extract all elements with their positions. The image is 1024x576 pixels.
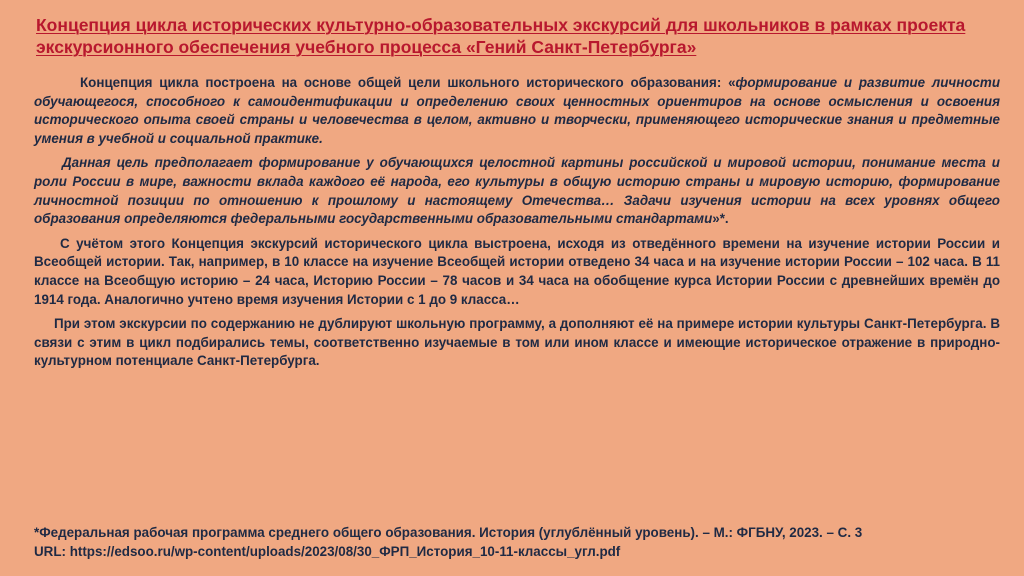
paragraph-goal-details (34, 154, 1000, 228)
paragraph-goal-quote: формирование и развитие личности обучающегося, способного к самоидентификации и определению своих ценностных ориентиров на основе осмысления и освоения исторического опыта своей страны и человечества в целом, активно и творчески, применяющего исторические знания и предметные умения в учебной и социальной практике. (34, 75, 1001, 146)
slide-title: Концепция цикла исторических культурно-образовательных экскурсий для школьников в рамках проекта экскурсионного обеспечения учебного процесса «Гений Санкт-Петербурга» (36, 15, 966, 57)
paragraph-topics: При этом экскурсии по содержанию не дублируют школьную программу, а дополняют её на примере истории культуры Санкт-Петербурга. В связи с этим в цикл подбирались темы, соответственно изучаемые в том или ином классе и имеющие историческое отражение в природно-культурном потенциале Санкт-Петербурга. (34, 316, 1000, 369)
slide-body (34, 74, 1000, 377)
paragraph-goal-details-quote: Данная цель предполагает формирование у обучающихся целостной картины российской и мировой истории, понимание места и роли России в мире, важности вклада каждого её народа, его культуры в общую историю страны и мировую историю, формирование личностной позиции по отношению к прошлому и настоящему Отечества… Задачи изучения истории на всех уровнях общего образования определяются федеральными государственными образовательными стандартами (34, 155, 1000, 227)
footnote (34, 524, 1000, 561)
paragraph-hours: С учётом этого Концепция экскурсий исторического цикла выстроена, исходя из отведённого времени на изучение истории России и Всеобщей истории. Так, например, в 10 классе на изучение Всеобщей истории отведено 34 часа и на изучение истории России – 102 часа. В 11 классе на Всеобщую историю – 24 часа, Историю России – 78 часов и 34 часа на обобщение курса Истории России с древнейших времён до 1914 года. Аналогично учтено время изучения Истории с 1 до 9 класса… (34, 235, 1000, 307)
paragraph-goal (34, 74, 1000, 148)
paragraph-goal-details-tail: »*. (712, 211, 729, 227)
footnote-citation: *Федеральная рабочая программа среднего общего образования. История (углублённый уровень). – М.: ФГБНУ, 2023. – С. 3 (34, 525, 863, 540)
paragraph-goal-lead: Концепция цикла построена на основе общей цели школьного исторического образования: « (80, 75, 736, 90)
footnote-url: URL: https://edsoo.ru/wp-content/uploads/2023/08/30_ФРП_История_10-11-классы_угл.pdf (34, 543, 621, 559)
